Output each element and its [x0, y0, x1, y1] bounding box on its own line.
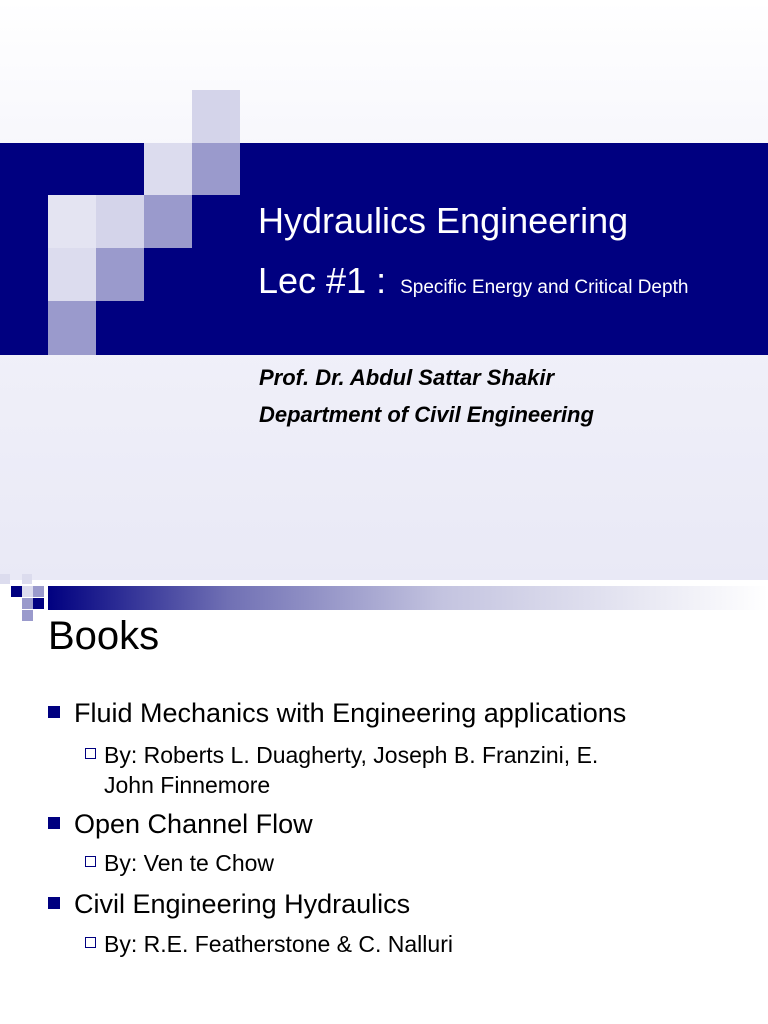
decor-mini-square [22, 610, 33, 621]
authors-line: By: Ven te Chow [104, 850, 275, 876]
decor-mini-square [22, 598, 33, 609]
authors-line: By: R.E. Featherstone & C. Nalluri [104, 931, 453, 957]
book-item [48, 809, 313, 840]
book-authors [85, 848, 274, 878]
decor-square [0, 195, 48, 248]
decor-square [96, 248, 144, 301]
decor-mini-square [22, 586, 33, 597]
book-authors [85, 740, 598, 800]
authors-line: By: Roberts L. Duagherty, Joseph B. Franzini, E. [104, 742, 599, 768]
filled-square-bullet-icon [48, 817, 60, 829]
authors-line: John Finnemore [104, 772, 271, 798]
decor-mini-square [22, 574, 32, 584]
slide-subtitle [258, 260, 688, 302]
book-item [48, 698, 626, 729]
book-item [48, 889, 410, 920]
slide-title: Hydraulics Engineering [258, 200, 629, 241]
decor-mini-square [33, 598, 44, 609]
header-gradient-bar [48, 586, 768, 610]
decor-square [144, 143, 192, 195]
hollow-square-bullet-icon [85, 937, 96, 948]
hollow-square-bullet-icon [85, 856, 96, 867]
author-name: Prof. Dr. Abdul Sattar Shakir [259, 365, 555, 390]
decor-mini-square [11, 586, 22, 597]
decor-square [48, 248, 96, 301]
decor-square [48, 301, 96, 355]
lecture-number: Lec #1 : [258, 260, 387, 301]
lecture-topic: Specific Energy and Critical Depth [400, 277, 689, 298]
decor-square [144, 195, 192, 248]
decor-mini-square [0, 574, 10, 584]
decor-square [96, 195, 144, 248]
book-authors [85, 929, 453, 959]
filled-square-bullet-icon [48, 706, 60, 718]
decor-square [48, 195, 96, 248]
book-title: Civil Engineering Hydraulics [74, 889, 411, 919]
slide-heading: Books [48, 614, 160, 658]
book-title: Open Channel Flow [74, 809, 313, 839]
hollow-square-bullet-icon [85, 748, 96, 759]
decor-square [192, 143, 240, 195]
book-title: Fluid Mechanics with Engineering applications [74, 698, 627, 728]
decor-square [192, 90, 240, 143]
department-name: Department of Civil Engineering [259, 402, 594, 427]
decor-mini-square [33, 586, 44, 597]
filled-square-bullet-icon [48, 897, 60, 909]
decor-square [144, 248, 192, 301]
